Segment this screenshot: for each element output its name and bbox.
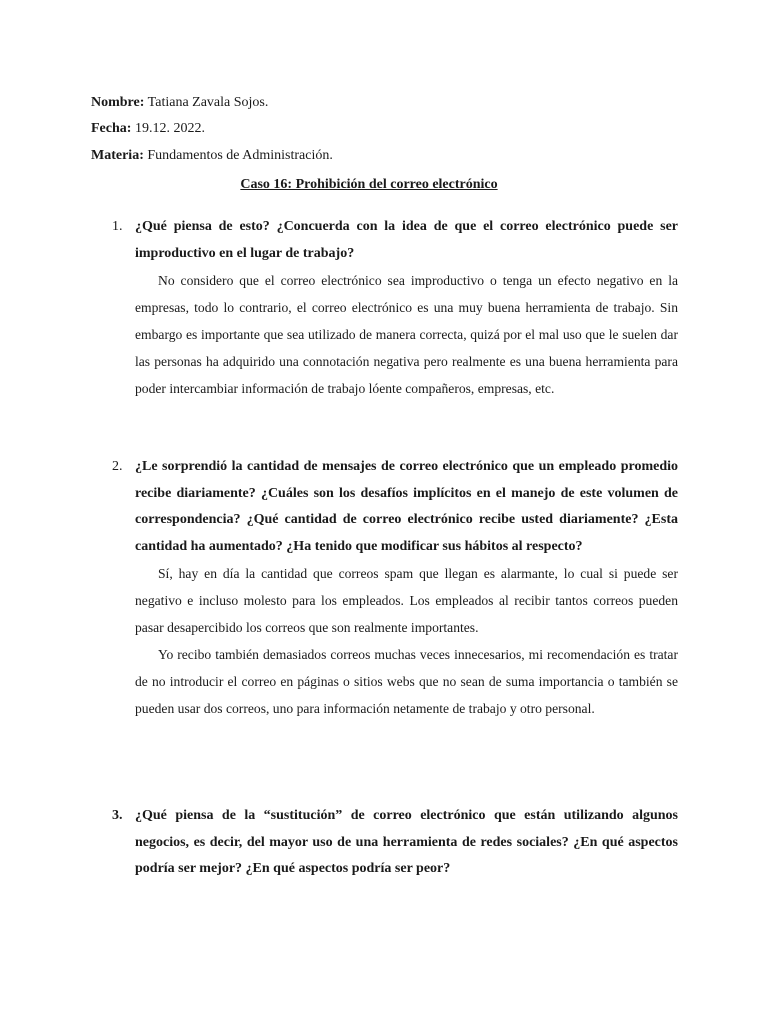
answer-paragraph: Sí, hay en día la cantidad que correos spam que llegan es alarmante, lo cual si puede ser negativo e incluso molesto para los empleados. Los empleados al recibir tantos correos pueden pasar desapercibido los correos que son realmente importantes. bbox=[135, 566, 678, 635]
question-item-2 bbox=[112, 454, 678, 722]
question-item-1 bbox=[112, 214, 678, 402]
question-text: ¿Qué piensa de esto? ¿Concuerda con la idea de que el correo electrónico puede ser improductivo en el lugar de trabajo? bbox=[135, 219, 678, 261]
date-value: 19.12. 2022. bbox=[134, 121, 205, 136]
date-line bbox=[91, 119, 205, 139]
answer-paragraph: Yo recibo también demasiados correos muchas veces innecesarios, mi recomendación es tratar de no introducir el correo en páginas o sitios webs que no sean de suma importancia o también se pueden usar dos correos, uno para información netamente de trabajo y otro personal. bbox=[135, 647, 678, 716]
question-item-3 bbox=[112, 803, 678, 883]
date-label: Fecha: bbox=[91, 121, 132, 136]
subject-value: Fundamentos de Administración. bbox=[147, 148, 333, 163]
question-number: 1. bbox=[112, 219, 123, 234]
question-number: 2. bbox=[112, 459, 123, 474]
name-label: Nombre: bbox=[91, 95, 145, 110]
question-text: ¿Qué piensa de la “sustitución” de correo electrónico que están utilizando algunos negocios, es decir, del mayor uso de una herramienta de redes sociales? ¿En qué aspectos podría ser mejor? ¿En qué aspectos podría ser peor? bbox=[135, 808, 678, 876]
question-text: ¿Le sorprendió la cantidad de mensajes de correo electrónico que un empleado promedio recibe diariamente? ¿Cuáles son los desafíos implícitos en el manejo de este volumen de correspondencia? ¿Qué cantidad de correo electrónico recibe usted diariamente? ¿Esta cantidad ha aumentado? ¿Ha tenido que modificar sus hábitos al respecto? bbox=[135, 459, 678, 554]
subject-label: Materia: bbox=[91, 148, 144, 163]
question-number: 3. bbox=[112, 808, 123, 823]
subject-line bbox=[91, 146, 333, 166]
case-title: Caso 16: Prohibición del correo electrónico bbox=[240, 177, 498, 192]
answer-paragraph: No considero que el correo electrónico sea improductivo o tenga un efecto negativo en la empresas, todo lo contrario, el correo electrónico es una muy buena herramienta de trabajo. Sin embargo es importante que sea utilizado de manera correcta, quizá por el mal uso que le suelen dar las personas ha adquirido una connotación negativa pero realmente es una buena herramienta para poder intercambiar información de trabajo lóente compañeros, empresas, etc. bbox=[135, 273, 678, 396]
name-line bbox=[91, 93, 268, 113]
name-value: Tatiana Zavala Sojos. bbox=[147, 95, 269, 110]
